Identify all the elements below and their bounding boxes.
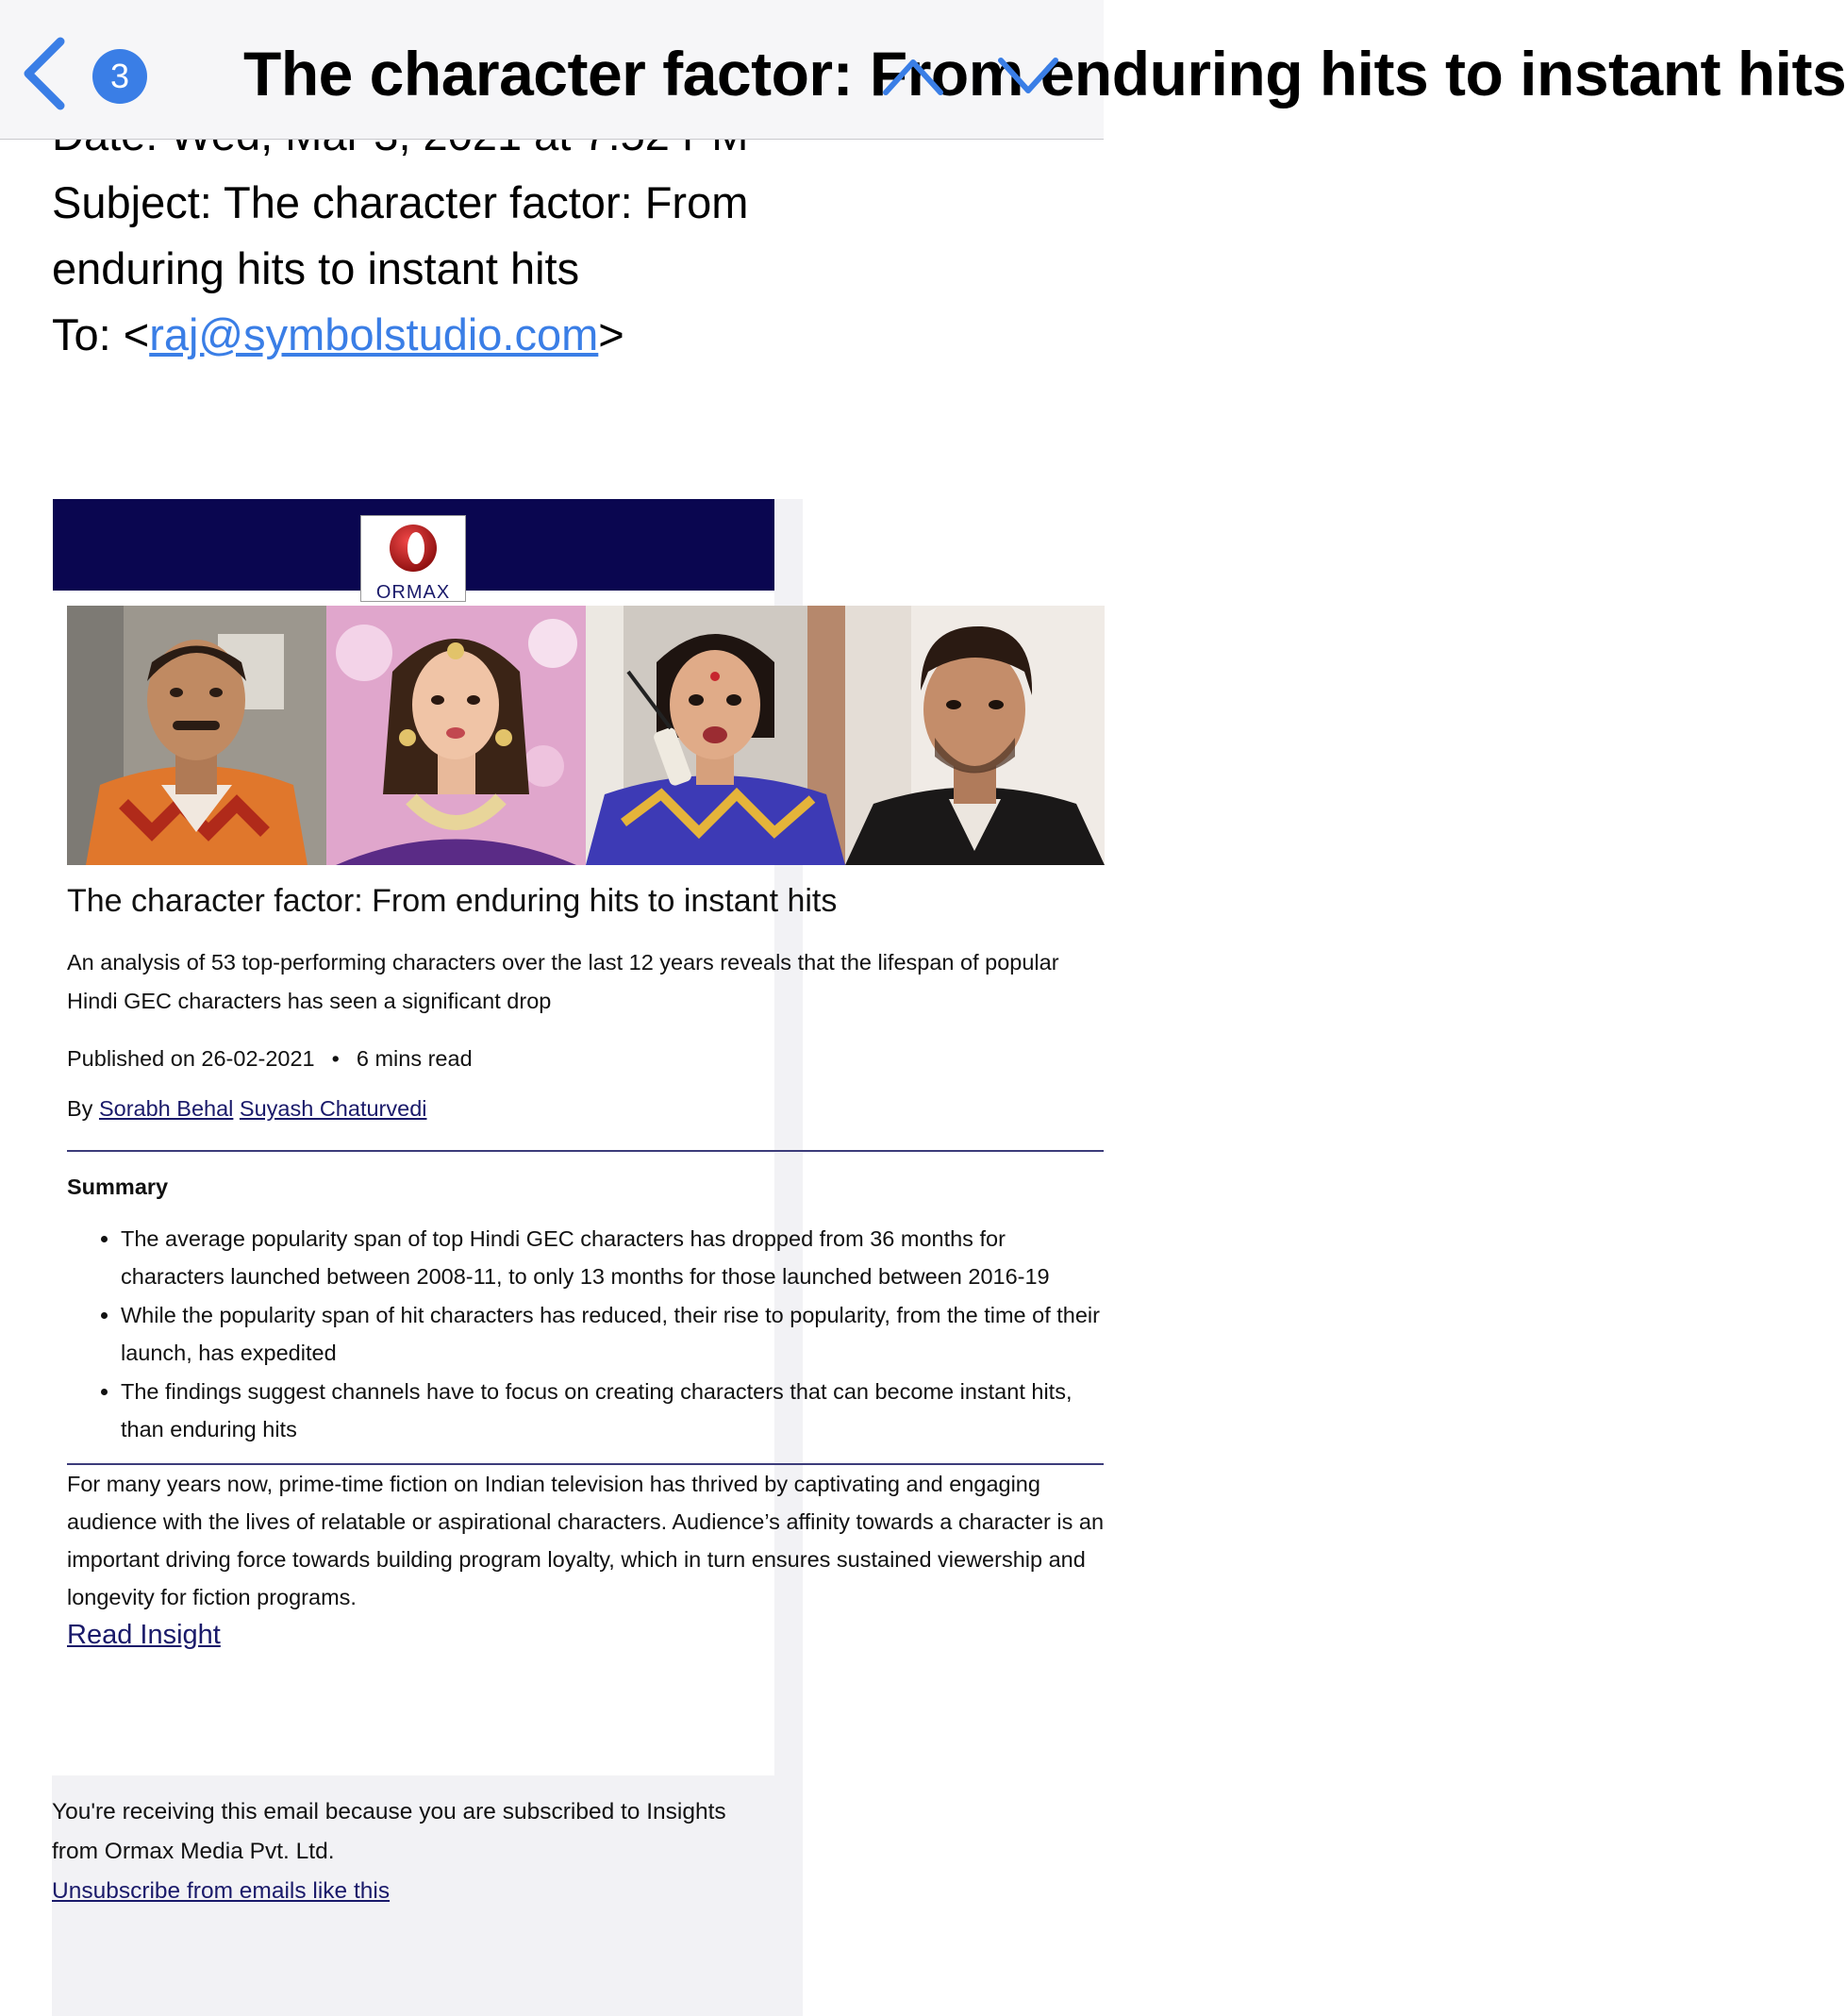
author-link[interactable]: Sorabh Behal [98,1096,234,1121]
divider [67,1150,1104,1152]
author-link[interactable]: Suyash Chaturvedi [239,1096,427,1121]
character-photo-strip[interactable] [67,606,1104,865]
character-photo [845,606,1105,865]
to-line [52,302,624,368]
back-button[interactable] [19,36,72,111]
meta-separator: • [331,1046,340,1071]
character-photo-3-image [586,606,845,865]
page-title: The character factor: From enduring hits to instant hits [243,39,1846,108]
unread-count-badge: 3 [92,49,147,104]
ormax-banner [53,499,774,603]
byline [67,1090,426,1127]
read-time: 6 mins read [356,1046,473,1071]
ormax-logo-text: ORMAX [375,582,451,603]
list-item: • The findings suggest channels have to focus on creating characters that can become instant hits, than enduring hits [121,1373,1104,1448]
chevron-left-icon [19,36,72,111]
to-prefix: To: < [52,309,150,359]
character-photo [586,606,845,865]
published-date: Published on 26-02-2021 [67,1046,315,1071]
list-item: • While the popularity span of hit characters has reduced, their rise to popularity, from the time of their launch, has expedited [121,1296,1104,1372]
summary-heading: Summary [67,1175,169,1199]
article-title: The character factor: From enduring hits to instant hits [67,883,838,919]
footer-text: You're receiving this email because you are subscribed to Insights from Ormax Media Pvt. Ltd. [52,1799,726,1864]
to-email-link[interactable]: raj@symbolstudio.com [149,309,599,359]
article-meta [67,1040,473,1077]
character-photo [326,606,586,865]
ormax-logo [360,515,466,602]
navigation-bar [0,0,1846,140]
article-description: An analysis of 53 top-performing characters over the last 12 years reveals that the lifespan of popular Hindi GEC characters has seen a significant drop [67,950,1059,1013]
subject-line: Subject: The character factor: From enduring hits to instant hits [52,177,749,293]
chevron-up-icon [881,51,945,100]
to-suffix: > [598,309,624,359]
character-photo [67,606,326,865]
character-photo-1-image [67,606,326,865]
read-insight-link[interactable]: Read Insight [67,1620,221,1650]
body-paragraph: For many years now, prime-time fiction on Indian television has thrived by captivating and engaging audience with the lives of relatable or aspirational characters. Audience’s affinity towards a character is an important driving force towards building program loyalty, which in turn ensures sustained viewership and longevity for fiction programs. [67,1472,1105,1609]
list-item: • The average popularity span of top Hindi GEC characters has dropped from 36 months for characters launched between 2008-11, to only 13 months for those launched between 2016-19 [121,1220,1104,1295]
character-photo-4-image [845,606,1105,865]
ormax-logo-icon [361,516,465,582]
character-photo-2-image [326,606,586,865]
by-label: By [67,1096,93,1121]
chevron-down-icon [996,51,1060,100]
next-message-button[interactable] [996,51,1060,100]
unsubscribe-link[interactable]: Unsubscribe from emails like this [52,1878,391,1904]
previous-message-button[interactable] [881,51,945,100]
summary-list [67,1220,1104,1449]
